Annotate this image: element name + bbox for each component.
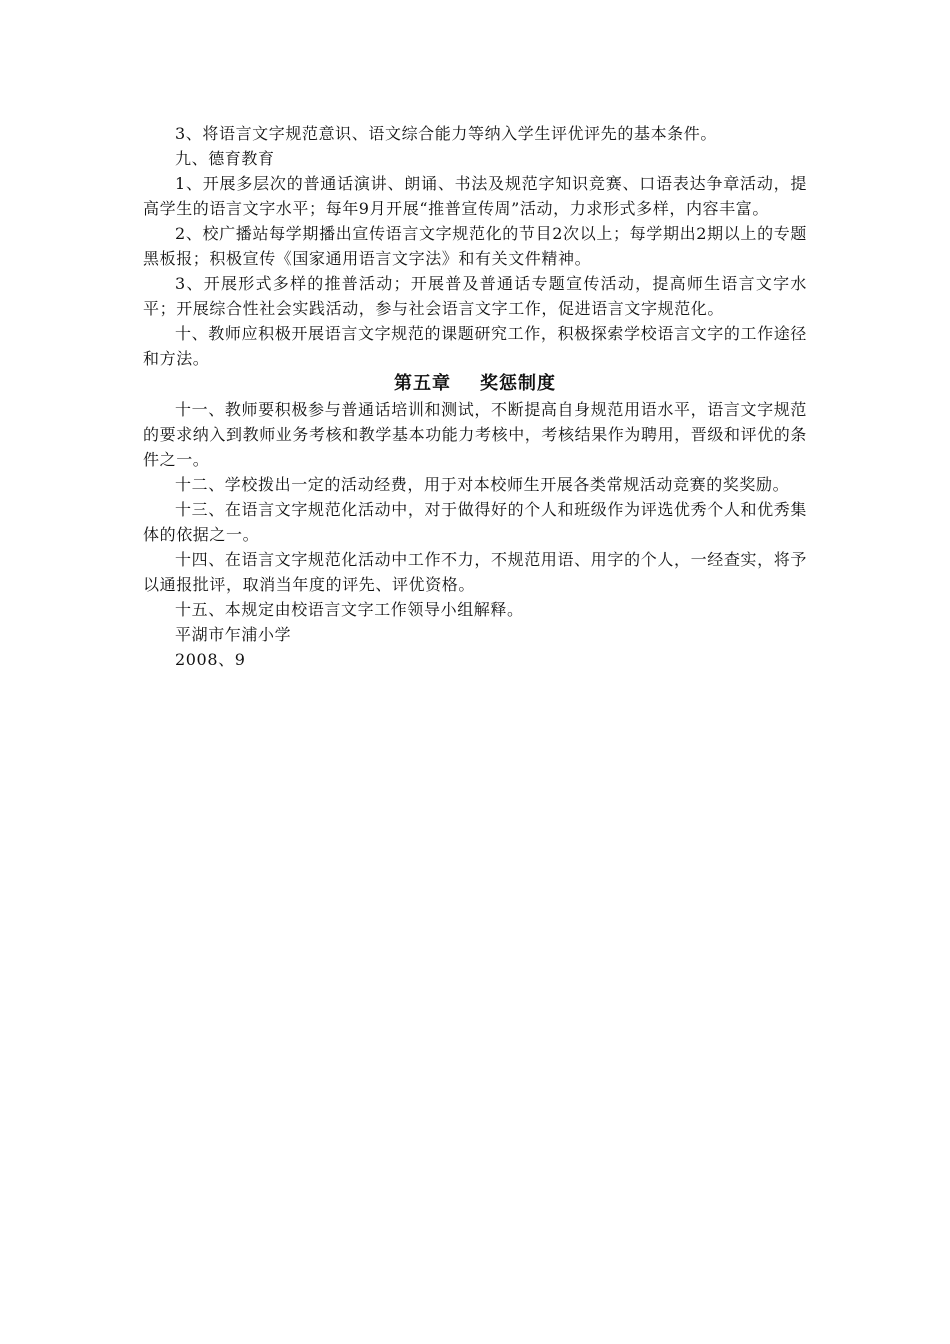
signature: 平湖市乍浦小学 <box>175 625 292 644</box>
paragraph: 3、开展形式多样的推普活动；开展普及普通话专题宣传活动，提高师生语言文字水平；开展综合性社会实践活动，参与社会语言文字工作，促进语言文字规范化。 <box>143 274 807 318</box>
paragraph: 2、校广播站每学期播出宣传语言文字规范化的节目2次以上；每学期出2期以上的专题黑板报；积极宣传《国家通用语言文字法》和有关文件精神。 <box>143 224 807 268</box>
paragraph: 3、将语言文字规范意识、语文综合能力等纳入学生评优评先的基本条件。 <box>175 124 717 143</box>
paragraph: 十三、在语言文字规范化活动中，对于做得好的个人和班级作为评选优秀个人和优秀集体的依据之一。 <box>143 500 807 544</box>
paragraph: 十五、本规定由校语言文字工作领导小组解释。 <box>175 600 524 619</box>
chapter-title: 第五章 奖惩制度 <box>393 373 557 394</box>
paragraph: 十四、在语言文字规范化活动中工作不力，不规范用语、用字的个人，一经查实，将予以通报批评，取消当年度的评先、评优资格。 <box>143 550 807 594</box>
paragraph: 1、开展多层次的普通话演讲、朗诵、书法及规范字知识竞赛、口语表达争章活动，提高学生的语言文字水平；每年9月开展“推普宣传周”活动，力求形式多样，内容丰富。 <box>143 174 807 218</box>
paragraph: 十、教师应积极开展语言文字规范的课题研究工作，积极探索学校语言文字的工作途径和方法。 <box>143 324 807 368</box>
document-date: 2008、9 <box>175 650 246 669</box>
section-heading: 九、德育教育 <box>175 149 275 168</box>
document-body <box>143 121 807 672</box>
paragraph: 十二、学校拨出一定的活动经费，用于对本校师生开展各类常规活动竞赛的奖奖励。 <box>175 475 790 494</box>
paragraph: 十一、教师要积极参与普通话培训和测试，不断提高自身规范用语水平，语言文字规范的要求纳入到教师业务考核和教学基本功能力考核中，考核结果作为聘用，晋级和评优的条件之一。 <box>143 400 808 469</box>
